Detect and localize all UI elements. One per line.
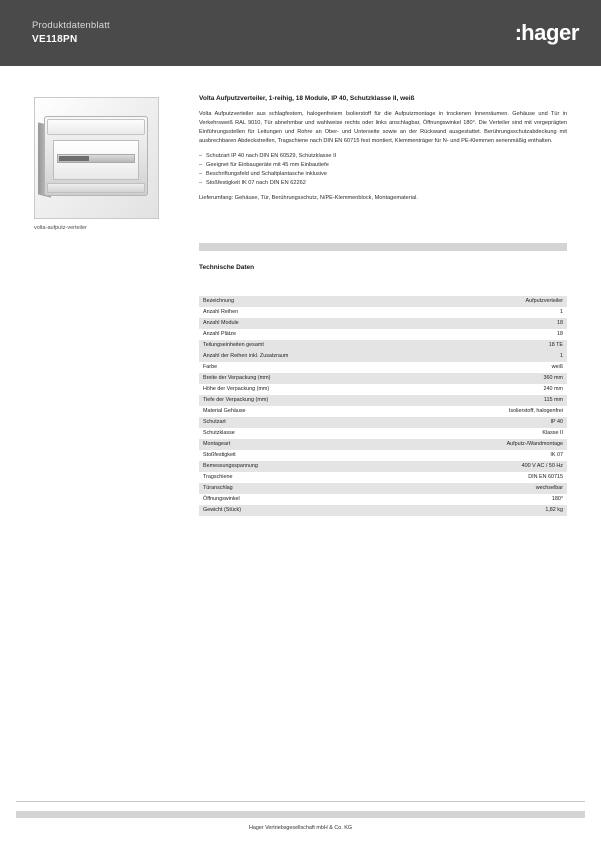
- product-description-block: [199, 94, 567, 203]
- spec-value: 115 mm: [383, 395, 567, 406]
- table-row: [199, 450, 567, 461]
- table-row: [199, 505, 567, 516]
- spec-value: 1: [383, 307, 567, 318]
- table-row: [199, 318, 567, 329]
- spec-label: Teilungseinheiten gesamt: [199, 340, 383, 351]
- list-item: – Beschriftungsfeld und Schaltplantasche inklusive: [199, 170, 567, 179]
- spec-value: Aufputz-/Wandmontage: [383, 439, 567, 450]
- spec-label: Öffnungswinkel: [199, 494, 383, 505]
- spec-label: Schutzart: [199, 417, 383, 428]
- spec-value: weiß: [383, 362, 567, 373]
- spec-label: Tragschiene: [199, 472, 383, 483]
- table-row: [199, 373, 567, 384]
- spec-label: Anzahl Module: [199, 318, 383, 329]
- spec-value: DIN EN 60715: [383, 472, 567, 483]
- table-body: [199, 296, 567, 516]
- footer-bar: [16, 811, 585, 818]
- technical-data-table: [199, 296, 567, 516]
- spec-label: Anzahl der Reihen inkl. Zusatzraum: [199, 351, 383, 362]
- table-row: [199, 439, 567, 450]
- spec-label: Anzahl Reihen: [199, 307, 383, 318]
- header-titles: [32, 20, 110, 46]
- page-content: [0, 66, 601, 850]
- spec-value: IK 07: [383, 450, 567, 461]
- logo-colon-mark: :: [514, 20, 522, 45]
- table-row: [199, 340, 567, 351]
- table-row: [199, 494, 567, 505]
- spec-label: Schutzklasse: [199, 428, 383, 439]
- spec-value: 180°: [383, 494, 567, 505]
- table-row: [199, 417, 567, 428]
- spec-label: Gewicht (Stück): [199, 505, 383, 516]
- page-header: [0, 0, 601, 66]
- spec-value: Isolierstoff, halogenfrei: [383, 406, 567, 417]
- spec-label: Montageart: [199, 439, 383, 450]
- spec-label: Tiefe der Verpackung (mm): [199, 395, 383, 406]
- table-row: [199, 329, 567, 340]
- product-figure: [34, 97, 159, 232]
- table-row: [199, 395, 567, 406]
- spec-value: 1: [383, 351, 567, 362]
- table-row: [199, 296, 567, 307]
- table-row: [199, 472, 567, 483]
- footer-rule: [16, 801, 585, 802]
- product-feature-list: [199, 152, 567, 188]
- scope-of-delivery-note: Lieferumfang: Gehäuse, Tür, Berührungsschutz, N/PE-Klemmenblock, Montagematerial.: [199, 195, 418, 202]
- footer-text: Hager Vertriebsgesellschaft mbH & Co. KG: [248, 825, 353, 831]
- table-row: [199, 406, 567, 417]
- spec-value: Aufputzverteiler: [383, 296, 567, 307]
- spec-value: 1,82 kg: [383, 505, 567, 516]
- spec-value: Klasse II: [383, 428, 567, 439]
- product-title: Volta Aufputzverteiler, 1-reihig, 18 Module, IP 40, Schutzklasse II, weiß: [199, 95, 415, 102]
- technical-data-heading: Technische Daten: [199, 264, 255, 271]
- spec-value: 18: [383, 318, 567, 329]
- spec-label: Bemessungsspannung: [199, 461, 383, 472]
- spec-value: wechselbar: [383, 483, 567, 494]
- enclosure-base: [47, 183, 145, 193]
- spec-value: IP 40: [383, 417, 567, 428]
- spec-value: 360 mm: [383, 373, 567, 384]
- spec-label: Türanschlag: [199, 483, 383, 494]
- table-row: [199, 428, 567, 439]
- table-row: [199, 351, 567, 362]
- enclosure-illustration: [44, 116, 148, 196]
- table-row: [199, 384, 567, 395]
- spec-label: Material Gehäuse: [199, 406, 383, 417]
- table-row: [199, 461, 567, 472]
- spec-value: 400 V AC / 50 Hz: [383, 461, 567, 472]
- section-divider-bar: [199, 243, 567, 251]
- logo-wordmark: hager: [521, 20, 579, 45]
- product-reference: VE118PN: [32, 33, 78, 45]
- product-photo: [34, 97, 159, 219]
- list-item: – Stoßfestigkeit IK 07 nach DIN EN 62262: [199, 179, 567, 188]
- spec-label: Bezeichnung: [199, 296, 383, 307]
- product-image-caption: volta-aufputz-verteiler: [34, 225, 87, 231]
- enclosure-lid: [47, 119, 145, 135]
- spec-label: Breite der Verpackung (mm): [199, 373, 383, 384]
- enclosure-rail-slot: [59, 156, 89, 161]
- spec-label: Farbe: [199, 362, 383, 373]
- spec-label: Anzahl Plätze: [199, 329, 383, 340]
- list-item: – Schutzart IP 40 nach DIN EN 60529, Schutzklasse II: [199, 152, 567, 161]
- spec-label: Höhe der Verpackung (mm): [199, 384, 383, 395]
- table-row: [199, 307, 567, 318]
- table-row: [199, 483, 567, 494]
- list-item: – Geeignet für Einbaugeräte mit 45 mm Einbautiefe: [199, 161, 567, 170]
- spec-value: 240 mm: [383, 384, 567, 395]
- spec-value: 18 TE: [383, 340, 567, 351]
- hager-logo: [515, 20, 579, 46]
- spec-value: 18: [383, 329, 567, 340]
- table-row: [199, 362, 567, 373]
- document-kind: Produktdatenblatt: [32, 19, 110, 31]
- product-description-paragraph: Volta Aufputzverteiler aus schlagfestem, halogenfreiem Isolierstoff für die Aufputzmontage in trockenen Innenräumen. Gehäuse und Tür in Verkehrsweiß RAL 9010, Tür abnehmbar und wahlweise rechts oder links anschlagbar, Öffnungswinkel 180°. Die Verteiler sind mit vorgeprägten Einführungsstellen für Leitungen und Rohre an Ober- und Unterseite sowie an der Rückwand ausgestattet. Berührungsschutzabdeckung mit ausbrechbaren Abdeckstreifen, Tragschiene nach DIN EN 60715 fest montiert, Klemmenträger für N- und PE-Klemmen serienmäßig enthalten.: [199, 110, 567, 144]
- spec-label: Stoßfestigkeit: [199, 450, 383, 461]
